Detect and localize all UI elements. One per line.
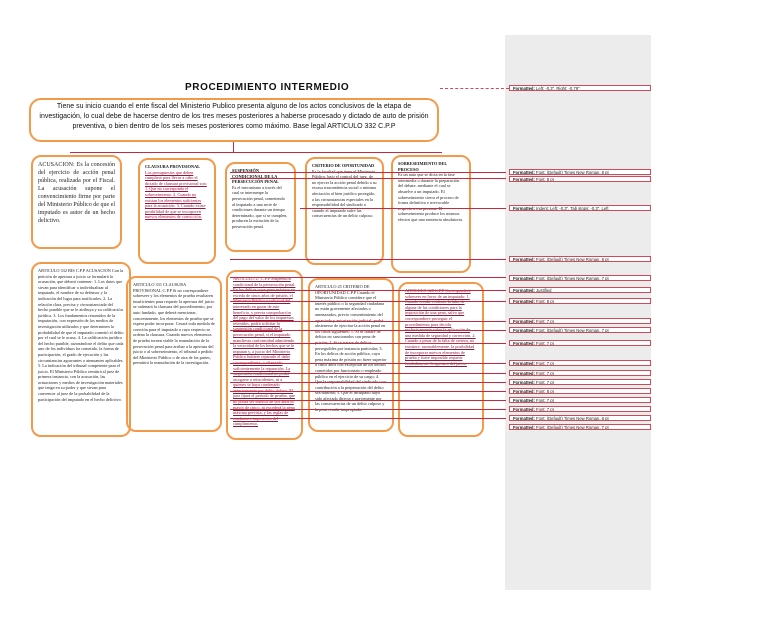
suspension-text: Es el mecanismo a través del cual se interrumpe la persecución penal, sometiendo al imputado a una serie de condiciones durante un tiempo determinado, que si se cumplen, producen la extinción de la persecución penal. <box>232 184 288 229</box>
revision-line <box>230 178 506 179</box>
clausura-title: CLAUSURA PROVISIONAL <box>145 164 201 169</box>
comment-label: Formatted: <box>513 319 535 324</box>
criterio-title: CRITERIO DE OPORTUNIDAD <box>312 163 375 168</box>
comment-label: Formatted: <box>513 328 535 333</box>
comment-bubble[interactable] <box>509 298 651 304</box>
comment-text: Font: (Default) Times New Roman, 7 pt <box>536 276 609 281</box>
comment-label: Formatted: <box>513 86 535 91</box>
connector-line <box>233 142 234 152</box>
comment-text: Font: 8 pt <box>536 177 554 182</box>
comment-label: Formatted: <box>513 177 535 182</box>
comment-bubble[interactable] <box>509 275 651 281</box>
revision-line <box>230 277 506 278</box>
comment-bubble[interactable] <box>509 360 651 366</box>
suspension-box[interactable] <box>225 162 296 252</box>
revision-line <box>230 409 506 410</box>
art328-text: ARTICULO 328 C.P.P Corresponderá sobreseer en favor de un imputado: 1. Cuando resulte evidente la falta de alguna de las condiciones para la imposición de una pena, salvo que correspondiere proseguir el procedimiento para decidir exclusivamente sobre la aplicación de una medida de seguridad y corrección. 2. Cuando a pesar de la falta de certeza, no existiere, razonablemente, la posibilidad de incorporar nuevos elementos de prueba y fuere imposible requerir fundadamente la apertura del juicio. <box>405 288 476 366</box>
revision-line <box>230 391 506 392</box>
art332-text: ARTICULO 332 BIS C.P.P ACUSACION Con la petición de apertura a juicio se formulará la acusación, que deberá contener: 1. Los datos que sirvan para identificar o individualizar al imputado, el nombre de su defensor y la indicación del lugar para notificarles. 2. La relación clara, precisa y circunstanciada del hecho punible que se le atribuya y su calificación jurídica. 3. Los fundamentos resumidos de la imputación, con expresión de los medios de investigación utilizados y que determinen la probabilidad de que el imputado cometió el delito por el cual se le acusa. 4. La calificación jurídica del hecho punible, razonándose el delito que cada uno de los individuos ha cometido, la forma de participación, el grado de ejecución y las circunstancias agravantes o atenuantes aplicables. 5. La indicación del tribunal competente para el juicio. El Ministerio Público remitirá al juez de primera instancia, con la acusación, las actuaciones y medios de investigación materiales que tenga en su poder y que sirvan para convencer al juez de la probabilidad de la participación del imputado en el hecho delictivo. <box>38 268 124 402</box>
criterio-text: Es la facultad que tiene el Ministerio Público, bajo el control del juez, de no ejercer la acción penal debido a su escasa trascendencia social o mínima afectación al bien jurídico protegido, a las circunstancias especiales en la responsabilidad del sindicado o cuando el imputado sufre las consecuencias de un delito culposo. <box>312 168 377 219</box>
comment-text: Font: 8 pt <box>536 299 554 304</box>
art332-box[interactable] <box>31 262 131 437</box>
comment-text: Font: (Default) Times New Roman, 7 pt <box>536 425 609 430</box>
comment-label: Formatted: <box>513 416 535 421</box>
revision-line <box>230 290 506 291</box>
revision-line <box>230 343 506 344</box>
comment-text: Font: 7 pt <box>536 319 554 324</box>
revision-line <box>230 172 506 173</box>
comment-label: Formatted: <box>513 299 535 304</box>
comment-text: Font: 7 pt <box>536 371 554 376</box>
comment-label: Formatted: <box>513 371 535 376</box>
comment-label: Formatted: <box>513 170 535 175</box>
comment-bubble[interactable] <box>509 256 651 262</box>
comment-text: Font: 7 pt <box>536 361 554 366</box>
comment-label: Formatted: <box>513 407 535 412</box>
comment-label: Formatted: <box>513 361 535 366</box>
art25-text: ARTICULO 25 CRITERIO DE OPORTUNIDAD C.P.P Cuando el Ministerio Público considere que el interés público o la seguridad ciudadana no están gravemente afectados o amenazados, previo consentimiento del agraviado y autorización judicial, podrá abstenerse de ejercitar la acción penal en los casos siguientes: 1. Si se tratare de delitos no sancionados con pena de prisión; 2. Si se tratare de delitos perseguibles por instancia particular; 3. En los delitos de acción pública, cuya pena máxima de prisión no fuere superior a cinco años con excepción de los delitos cometidos por funcionario o empleado público en el ejercicio de su cargo; 4. Que la responsabilidad del sindicado o su contribución a la perpetración del delito sea mínima; 5. Que el inculpado haya sido afectado directa y gravemente por las consecuencias de un delito culposo y la pena resulte inapropiada. <box>315 284 387 413</box>
comment-bubble[interactable] <box>509 318 651 324</box>
clausura-text: Los presupuestos que deben cumplirse para llevar a cabo el dictado de clausura provisional son: 1. Que no corresponda el sobreseimiento. 2. Cuando no existan los elementos suficientes para la acusación. 3. Cuando existe posibilidad de que se incorporen nuevos elementos de convicción. <box>145 169 207 220</box>
comment-text: Font: 7 pt <box>536 341 554 346</box>
intro-box[interactable] <box>29 98 439 142</box>
revision-line <box>300 208 506 209</box>
comment-label: Formatted: <box>513 257 535 262</box>
revision-line <box>230 301 506 302</box>
comment-bubble[interactable] <box>509 406 651 412</box>
art328-box[interactable] <box>398 282 484 437</box>
comment-text: Font: (Default) Times New Roman, 8 pt <box>536 257 609 262</box>
revision-line <box>230 330 506 331</box>
comment-label: Formatted: <box>513 276 535 281</box>
art331-box[interactable] <box>126 276 222 432</box>
comment-text: Font: (Default) Times New Roman, 8 pt <box>536 416 609 421</box>
connector-line <box>70 152 442 153</box>
comment-bubble[interactable] <box>509 388 651 394</box>
comment-bubble[interactable] <box>509 370 651 376</box>
comment-bubble[interactable] <box>509 287 651 293</box>
comment-label: Formatted: <box>513 425 535 430</box>
revision-line <box>230 363 506 364</box>
clausura-box[interactable] <box>138 158 216 264</box>
comment-label: Formatted: <box>513 206 535 211</box>
comment-bubble[interactable] <box>509 340 651 346</box>
acusacion-text: ACUSACION: Es la concesión del ejercicio de acción penal pública, realizada por el Fiscal. La acusación supone el convencimiento firme por parte del Ministerio Público de que el imputado es autor de un hecho delictivo. <box>38 162 115 224</box>
comment-margin <box>505 35 651 590</box>
art27-box[interactable] <box>226 270 303 440</box>
comment-bubble[interactable] <box>509 327 651 333</box>
revision-line <box>230 418 506 419</box>
comment-label: Formatted: <box>513 288 535 293</box>
comment-text: Indent: Left: -0.3", Tab stops: -0.3", Left <box>536 206 609 211</box>
comment-label: Formatted: <box>513 389 535 394</box>
acusacion-box[interactable] <box>31 155 122 249</box>
comment-bubble[interactable] <box>509 205 651 211</box>
suspension-title: SUSPENSIÓN CONDICIONAL DE LA PERSECUCIÓN PENAL <box>232 168 279 185</box>
intro-text: Tiene su inicio cuando el ente fiscal del Ministerio Publico presenta alguno de los actos conclusivos de la etapa de investigación, lo cual debe de hacerse dentro de los tres meses posteriores a haberse procesado y dictado de auto de prisión preventiva, o bien dentro de los seis meses posteriores como máximo. Base legal ARTICULO 332 C.P.P <box>39 103 429 130</box>
comment-text: Justified <box>536 288 552 293</box>
comment-label: Formatted: <box>513 380 535 385</box>
comment-text: Font: (Default) Times New Roman, 8 pt <box>536 170 609 175</box>
revision-line <box>230 382 506 383</box>
comment-label: Formatted: <box>513 398 535 403</box>
comment-bubble[interactable] <box>509 176 651 182</box>
comment-bubble[interactable] <box>509 397 651 403</box>
comment-connector <box>440 88 509 89</box>
comment-text: Left: -0.3", Right: -0.79" <box>536 86 580 91</box>
comment-bubble[interactable] <box>509 85 651 91</box>
comment-bubble[interactable] <box>509 424 651 430</box>
comment-bubble[interactable] <box>509 379 651 385</box>
revision-line <box>230 259 506 260</box>
comment-text: Font: 8 pt <box>536 389 554 394</box>
comment-bubble[interactable] <box>509 169 651 175</box>
comment-bubble[interactable] <box>509 415 651 421</box>
sobreseimiento-title: SOBRESEIMIENTO DEL PROCESO <box>398 161 447 172</box>
revision-line <box>230 321 506 322</box>
page-title: PROCEDIMIENTO INTERMEDIO <box>185 82 350 93</box>
art331-text: ARTICULO 331 CLAUSURA PROVISIONAL C.P.P Si no correspondiere sobreseer y los elementos de prueba resultaren insuficientes para requerir la apertura del juicio se ordenará la clausura del procedimiento, por auto fundado, que deberá mencionar, concretamente, los elementos de prueba que se espera poder incorporar. Cesará toda medida de coerción para el imputado a cuyo respecto se ordena la clausura. Cuando nuevos elementos de prueba tornen viable la reanudación de la persecución penal para arribar a la apertura del juicio o al sobreseimiento, el tribunal a pedido del Ministerio Público o de otra de las partes, permitirá la reanudación de la investigación. <box>133 282 215 366</box>
comment-text: Font: 7 pt <box>536 380 554 385</box>
revision-line <box>230 373 506 374</box>
criterio-box[interactable] <box>305 157 384 265</box>
comment-text: Font: 7 pt <box>536 398 554 403</box>
art27-text: ARTICULO 27 C.P.P Suspensión condicional de la persecución penal. En los delitos cuya pena máxima no exceda de cinco años de prisión, el Ministerio Público a solicitud del interesado en gozar de este beneficio, y previa comprobación del pago del valor de los impuestos retenidos, podrá solicitar la suspensión condicional de la persecución penal, si el imputado manifiesta conformidad admitiendo la veracidad de los hechos que se le imputan y, a juicio del Ministerio Público hubiere reparado el daño correspondiente, o afianzado suficientemente la reparación. La suspensión condicional no podrá otorgarse a reincidentes, ni a quienes se haya condenado anteriormente por delito doloso. El juez fijará el período de prueba, que no podrá ser inferior de dos años ni mayor de cinco, ni excederá la pena máxima prevista, y las reglas de conducta e imposición del cumplimiento. <box>233 276 296 427</box>
comment-text: Font: (Default) Times New Roman, 7 pt <box>536 328 609 333</box>
comment-label: Formatted: <box>513 341 535 346</box>
sobreseimiento-text: Es un auto que se dicta en la fase intermedia o durante la preparación del debate, mediante el cual se absuelve a un imputado. El sobreseimiento cierra el proceso de forma definitiva e irrevocable respecto a esa persona. El sobreseimiento produce los mismos efectos que una sentencia absolutoria. <box>398 172 464 222</box>
comment-text: Font: 7 pt <box>536 407 554 412</box>
revision-line <box>230 400 506 401</box>
